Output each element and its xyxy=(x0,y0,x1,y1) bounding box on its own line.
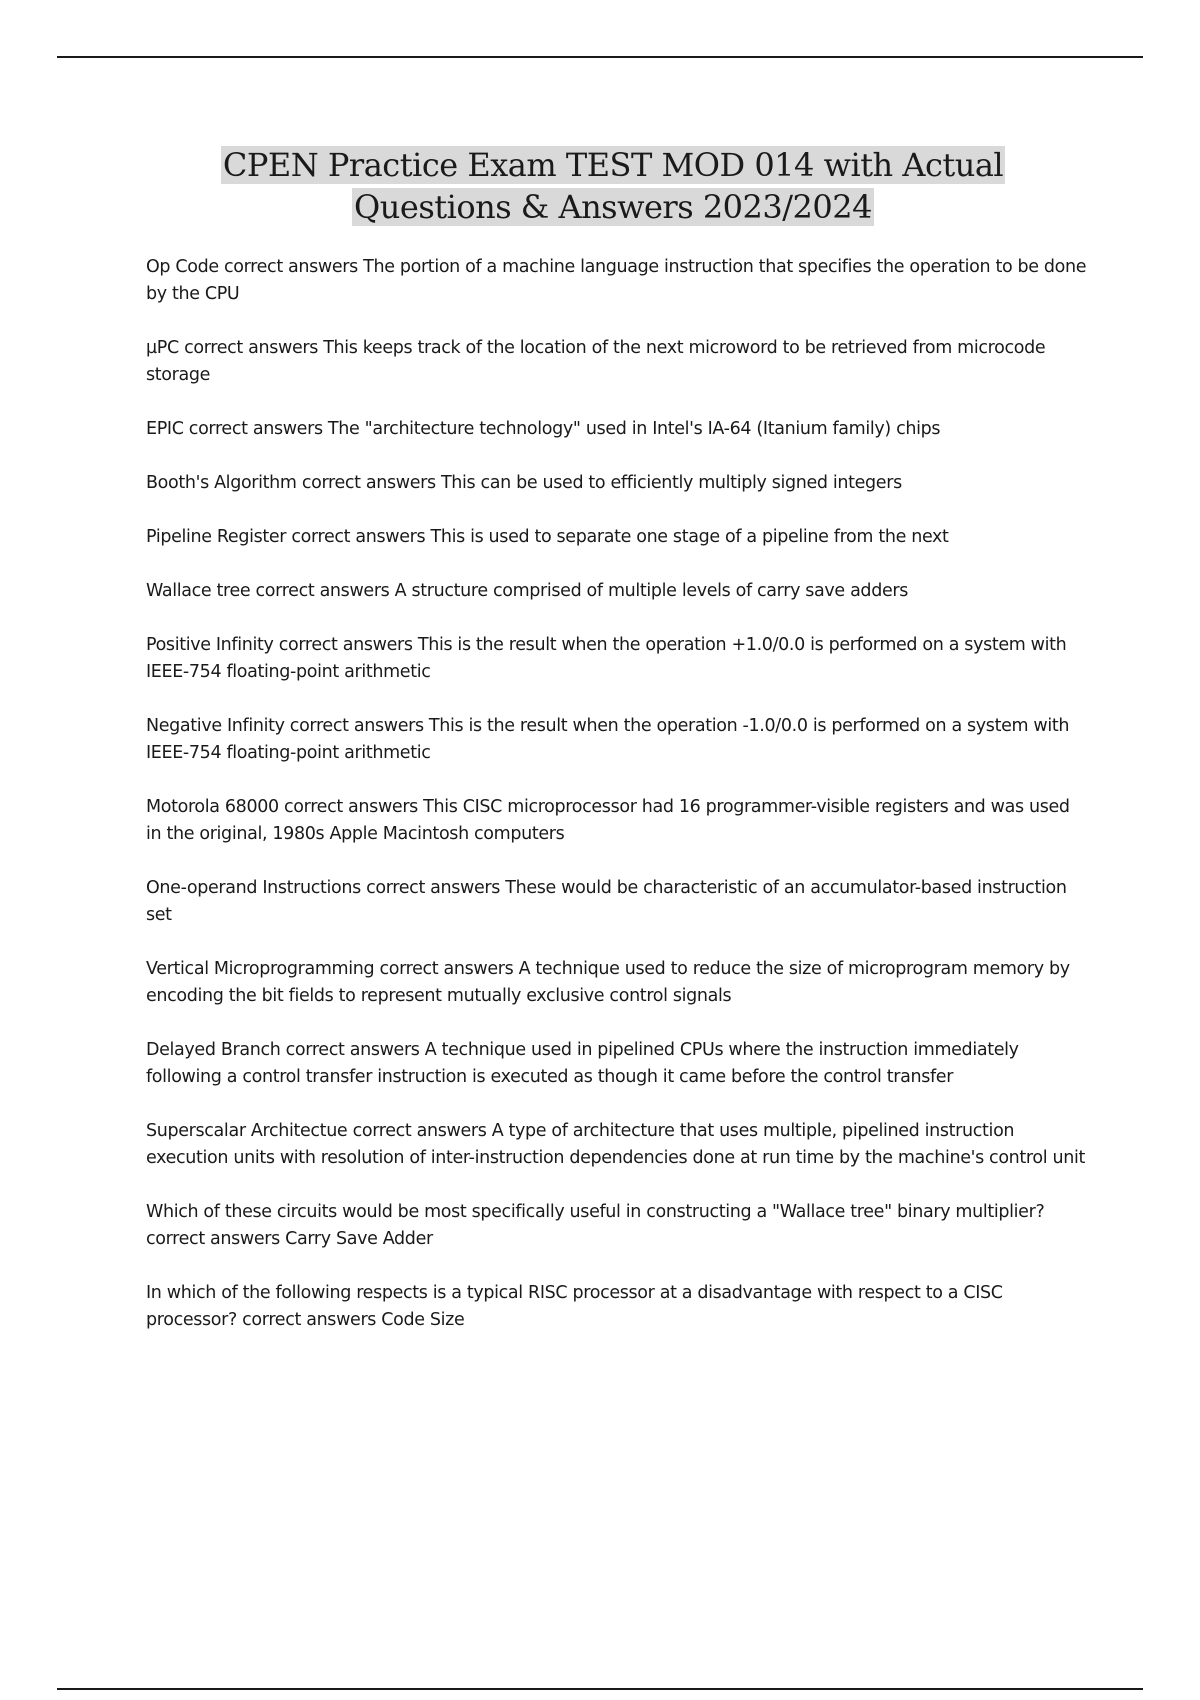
qa-item-delayed-branch: Delayed Branch correct answers A technique used in pipelined CPUs where the instruction immediately following a control transfer instruction is executed as though it came before the control transfer xyxy=(146,1040,1019,1087)
qa-item-epic: EPIC correct answers The "architecture technology" used in Intel's IA-64 (Itanium family) chips xyxy=(146,419,941,439)
qa-item-negative-infinity: Negative Infinity correct answers This is the result when the operation -1.0/0.0 is performed on a system with IEEE-754 floating-point arithmetic xyxy=(146,716,1070,763)
document-title-text: CPEN Practice Exam TEST MOD 014 with Actual Questions & Answers 2023/2024 xyxy=(222,146,1004,226)
qa-item-pipeline-register: Pipeline Register correct answers This is used to separate one stage of a pipeline from the next xyxy=(146,527,949,547)
qa-item-op-code: Op Code correct answers The portion of a machine language instruction that specifies the operation to be done by the CPU xyxy=(146,257,1087,304)
qa-item-wallace-tree-multiplier: Which of these circuits would be most specifically useful in constructing a "Wallace tree" binary multiplier? correct answers Carry Save Adder xyxy=(146,1202,1045,1249)
qa-item-one-operand-instructions: One-operand Instructions correct answers These would be characteristic of an accumulator-based instruction set xyxy=(146,878,1067,925)
qa-item-positive-infinity: Positive Infinity correct answers This is the result when the operation +1.0/0.0 is performed on a system with IEEE-754 floating-point arithmetic xyxy=(146,635,1067,682)
qa-item-risc-disadvantage: In which of the following respects is a typical RISC processor at a disadvantage with respect to a CISC processor? correct answers Code Size xyxy=(146,1283,1003,1330)
qa-item-booths-algorithm: Booth's Algorithm correct answers This can be used to efficiently multiply signed integers xyxy=(146,473,902,493)
qa-item-motorola-68000: Motorola 68000 correct answers This CISC microprocessor had 16 programmer-visible registers and was used in the original, 1980s Apple Macintosh computers xyxy=(146,797,1070,844)
qa-item-superscalar-architecture: Superscalar Architectue correct answers A type of architecture that uses multiple, pipelined instruction execution units with resolution of inter-instruction dependencies done at run time by the machine's control unit xyxy=(146,1121,1085,1168)
qa-item-upc: µPC correct answers This keeps track of the location of the next microword to be retrieved from microcode storage xyxy=(146,338,1046,385)
qa-item-vertical-microprogramming: Vertical Microprogramming correct answers A technique used to reduce the size of microprogram memory by encoding the bit fields to represent mutually exclusive control signals xyxy=(146,959,1070,1006)
top-rule xyxy=(57,56,1143,58)
document-title xyxy=(140,144,1086,228)
bottom-rule xyxy=(57,1688,1143,1690)
qa-item-wallace-tree: Wallace tree correct answers A structure comprised of multiple levels of carry save adders xyxy=(146,581,908,601)
qa-list xyxy=(146,254,1088,1361)
